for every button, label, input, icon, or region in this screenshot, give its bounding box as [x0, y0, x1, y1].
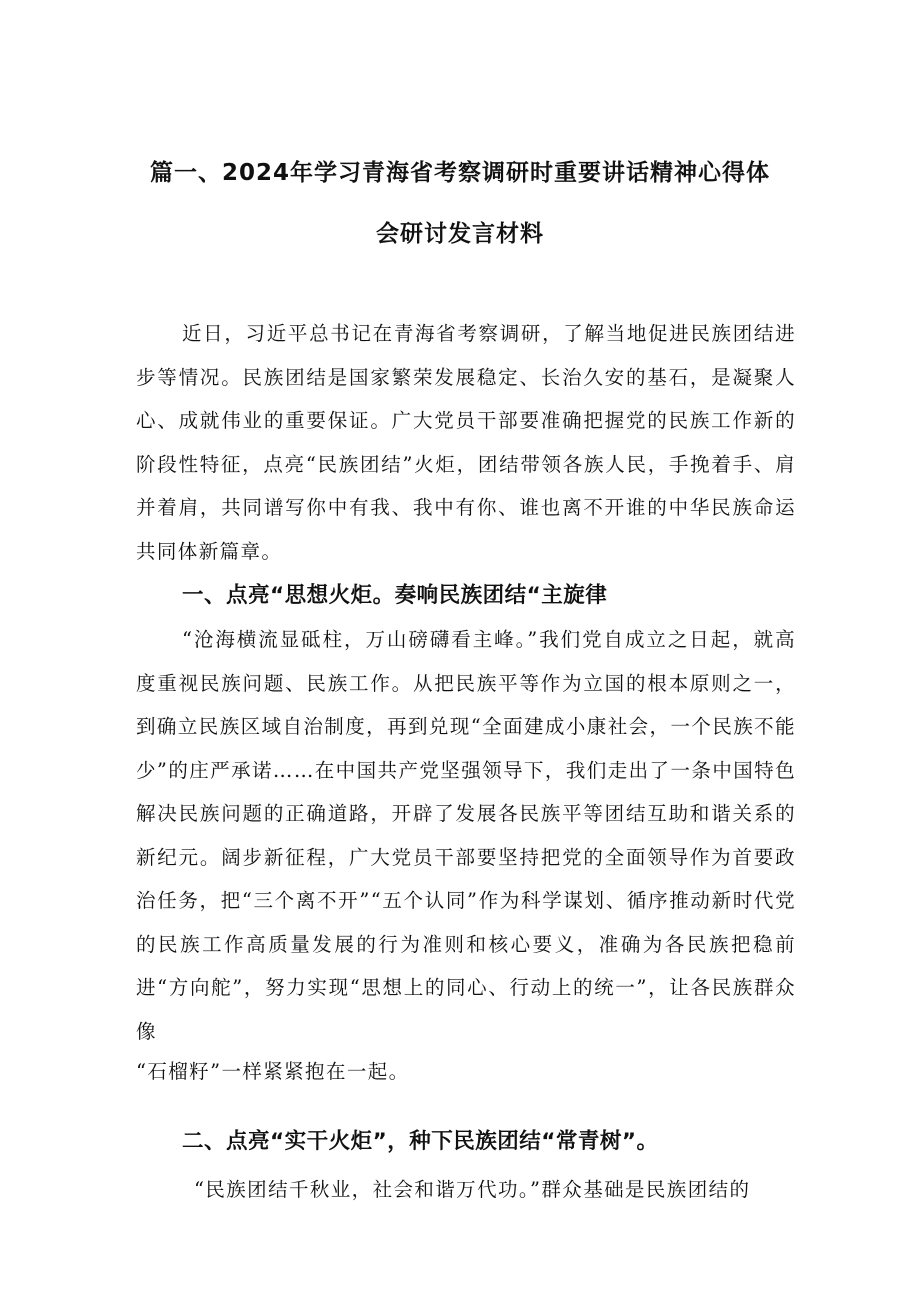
- paragraph-section-2: “民族团结千秋业，社会和谐万代功。”群众基础是民族团结的: [194, 1178, 751, 1201]
- document-title-line-1: 篇一、2024年学习青海省考察调研时重要讲话精神心得体: [149, 160, 770, 186]
- paragraph-section-1-tail: “石榴籽”一样紧紧抱在一起。: [136, 1060, 410, 1083]
- section-heading-2: 二、点亮“实干火炬”，种下民族团结“常青树”。: [182, 1129, 659, 1154]
- paragraph-section-1: “沧海横流显砥柱，万山磅礴看主峰。”我们党自成立之日起，就高度重视民族问题、民族工作。从把民族平等作为立国的根本原则之一，到确立民族区域自治制度，再到兑现“全面建成小康社会，一个民族不能少”的庄严承诺……在中国共产党坚强领导下，我们走出了一条中国特色解决民族问题的正确道路，开辟了发展各民族平等团结互助和谐关系的新纪元。阔步新征程，广大党员干部要坚持把党的全面领导作为首要政治任务，把“三个离不开”“五个认同”作为科学谋划、循序推动新时代党的民族工作高质量发展的行为准则和核心要义，准确为各民族把稳前进“方向舵”，努力实现“思想上的同心、行动上的统一”，让各民族群众像: [136, 628, 796, 1043]
- document-title-line-2: 会研讨发言材料: [376, 221, 544, 247]
- section-heading-1: 一、点亮“思想火炬。奏响民族团结“主旋律: [182, 583, 608, 608]
- paragraph-intro: 近日，习近平总书记在青海省考察调研，了解当地促进民族团结进步等情况。民族团结是国家繁荣发展稳定、长治久安的基石，是凝聚人心、成就伟业的重要保证。广大党员干部要准确把握党的民族工作新的阶段性特征，点亮“民族团结”火炬，团结带领各族人民，手挽着手、肩并着肩，共同谱写你中有我、我中有你、谁也离不开谁的中华民族命运共同体新篇章。: [136, 322, 796, 563]
